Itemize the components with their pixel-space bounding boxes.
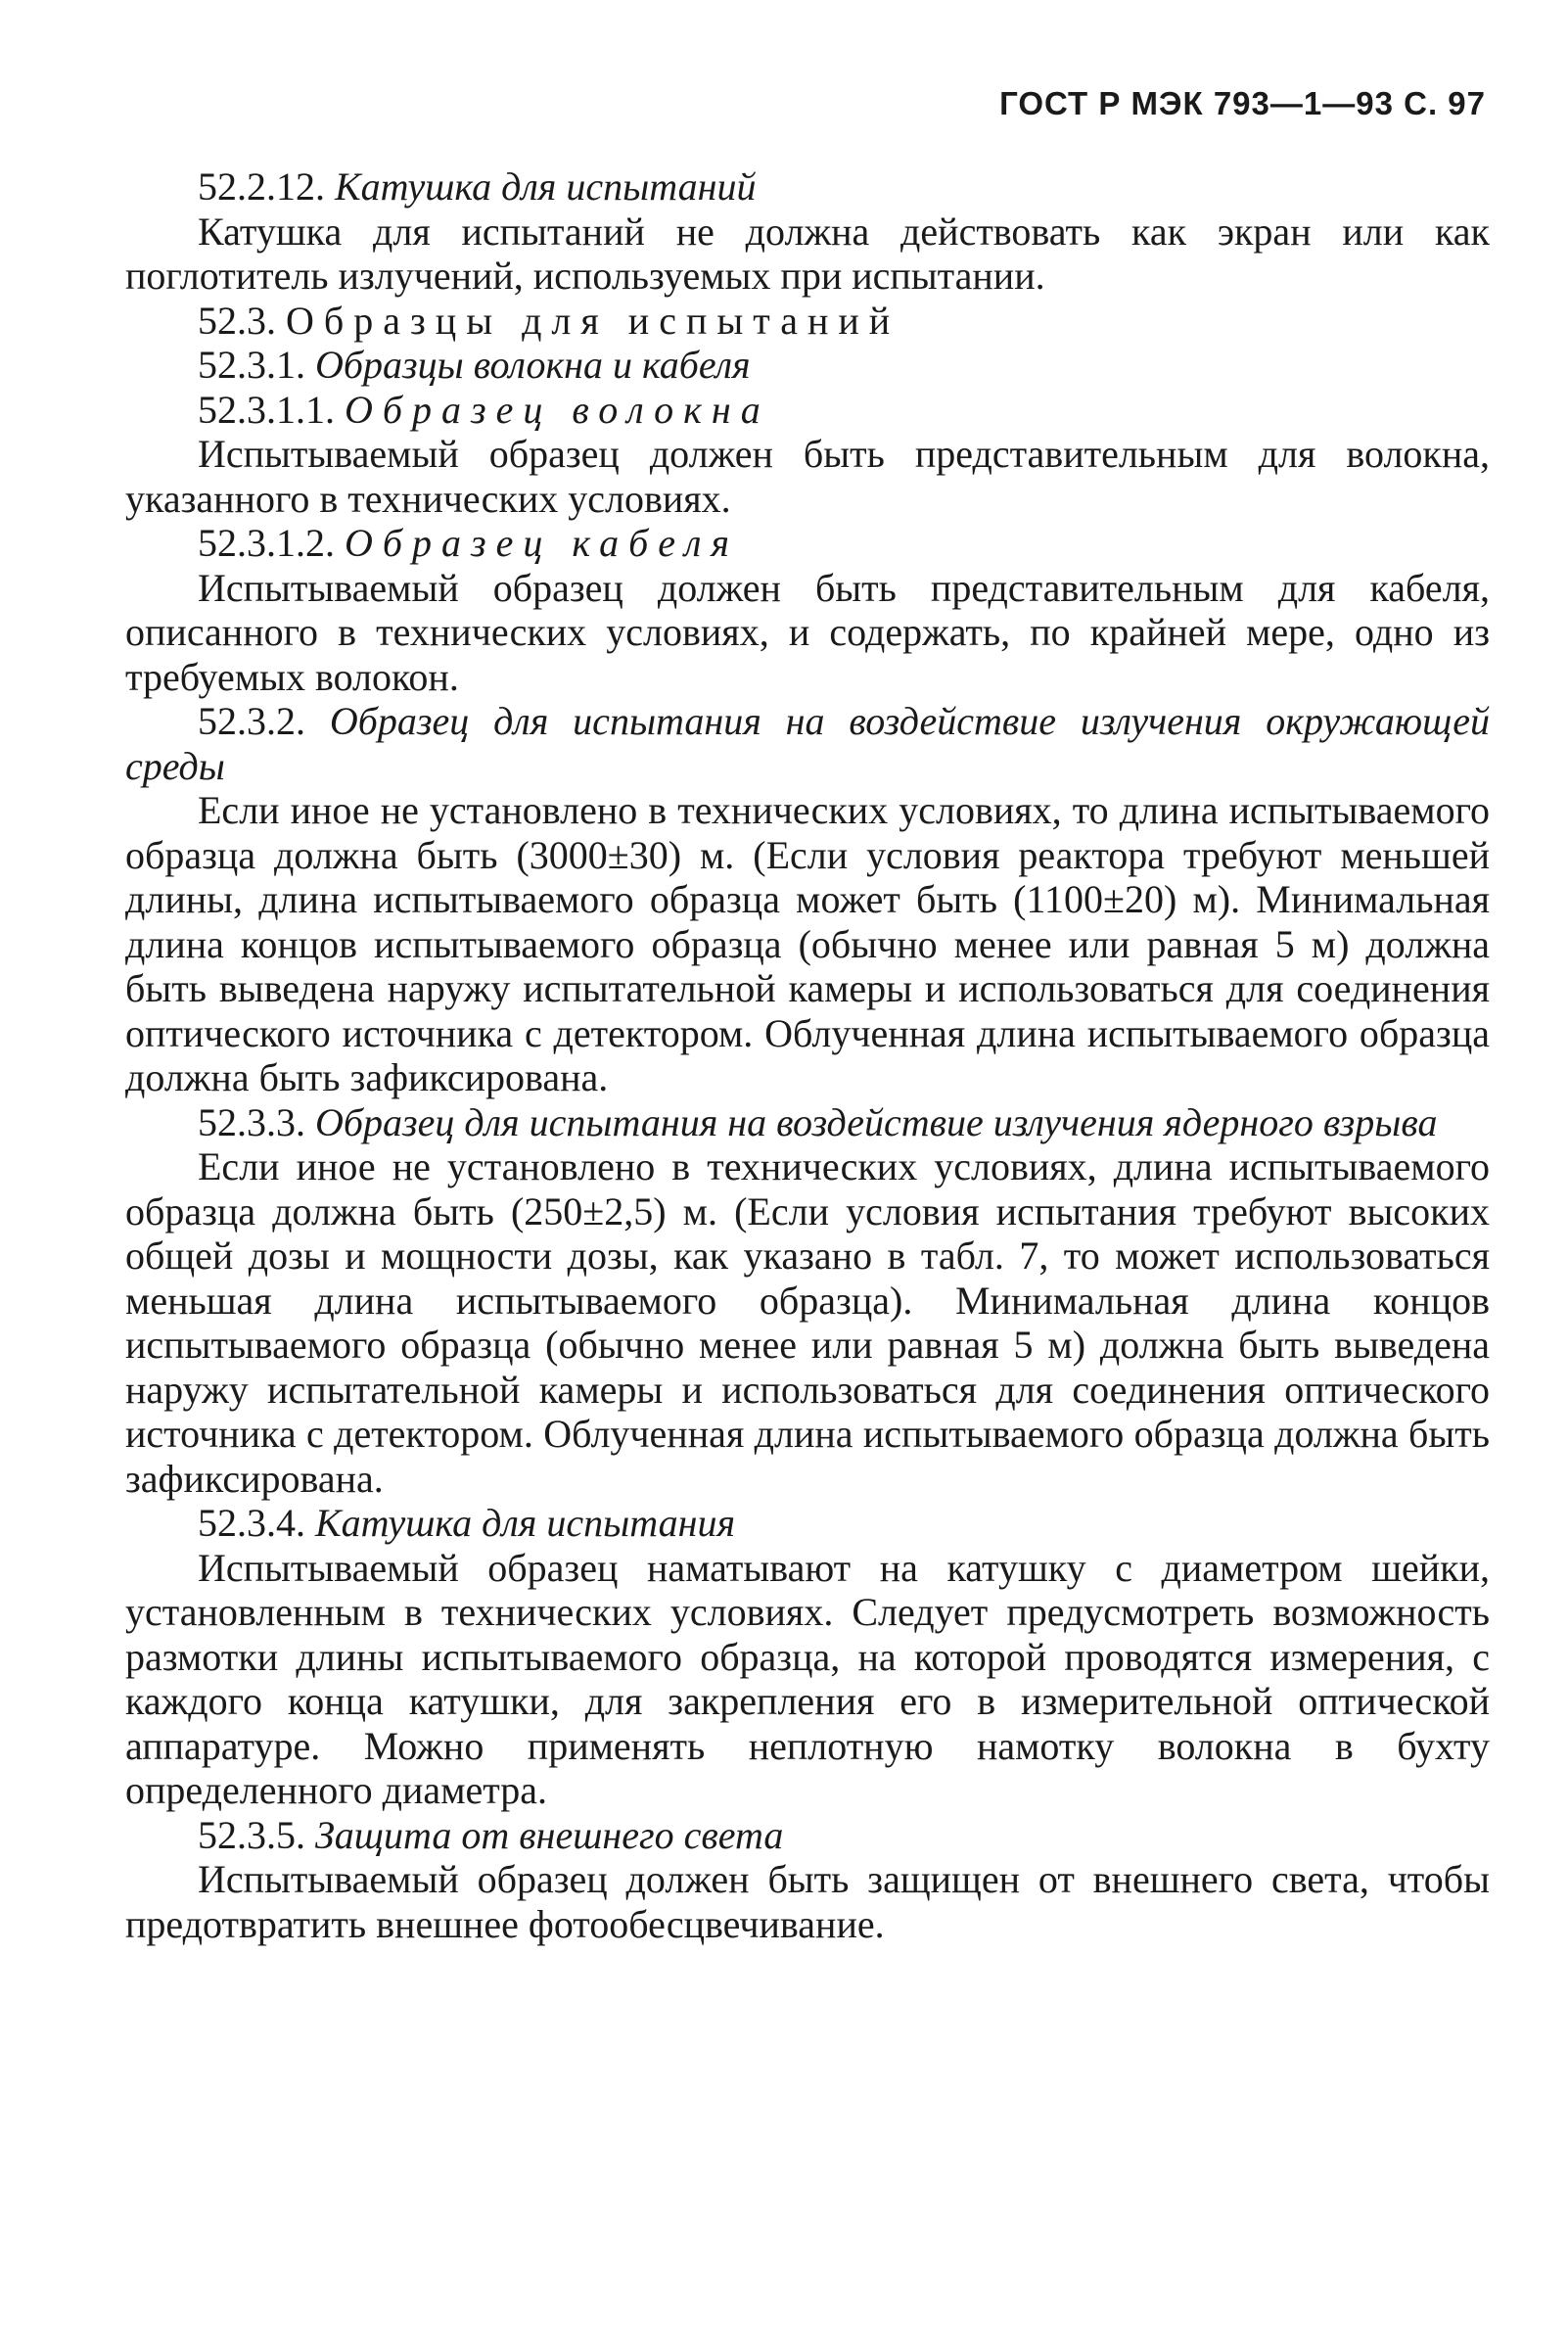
section-heading-52-3-1 [125, 343, 1490, 388]
section-body-52-3-3: Если иное не установлено в технических условиях, длина испытываемого образца должна быть (250±2,5) м. (Если условия испытания требуют высоких общей дозы и мощности дозы, как указано в табл. 7, то может использоваться меньшая длина испытываемого образца). Минимальная длина концов испытываемого образца (обычно менее или равная 5 м) должна быть выведена наружу испытательной камеры и использоваться для соединения оптического источника с детектором. Облученная длина испытываемого образца должна быть зафиксирована. [125, 1144, 1490, 1501]
section-number: 52.3.1.2. [198, 521, 335, 565]
section-title: Образец для испытания на воздействие излучения ядерного взрыва [315, 1099, 1438, 1144]
section-title: Образцы для испытаний [286, 298, 900, 343]
section-title: Катушка для испытаний [335, 164, 757, 209]
section-heading-52-2-12 [125, 164, 1490, 209]
section-heading-52-3-5 [125, 1813, 1490, 1858]
section-body-52-3-4: Испытываемый образец наматывают на катушку с диаметром шейки, установленным в технических условиях. Следует предусмотреть возможность размотки длины испытываемого образца, на которой проводятся измерения, с каждого конца катушки, для закрепления его в измерительной оптической аппаратуре. Можно применять неплотную намотку волокна в бухту определенного диаметра. [125, 1545, 1490, 1812]
section-body-52-2-12: Катушка для испытаний не должна действовать как экран или как поглотитель излучений, используемых при испытании. [125, 209, 1490, 298]
section-body-52-3-1-2: Испытываемый образец должен быть представительным для кабеля, описанного в технических условиях, и содержать, по крайней мере, одно из требуемых волокон. [125, 565, 1490, 699]
running-head: ГОСТ Р МЭК 793—1—93 С. 97 [999, 85, 1486, 121]
section-number: 52.3.5. [198, 1812, 305, 1857]
section-title: Образец волокна [345, 387, 770, 432]
section-title: Образец кабеля [345, 521, 739, 565]
section-body-52-3-5: Испытываемый образец должен быть защищен от внешнего света, чтобы предотвратить внешнее фотообесцвечивание. [125, 1857, 1490, 1946]
section-title: Катушка для испытания [315, 1501, 736, 1545]
section-number: 52.3. [198, 298, 276, 343]
section-body-52-3-1-1: Испытываемый образец должен быть представительным для волокна, указанного в технических условиях. [125, 432, 1490, 521]
section-number: 52.3.4. [198, 1501, 305, 1545]
section-title: Образец для испытания на воздействие излучения окружающей среды [125, 699, 1491, 788]
section-heading-52-3-3 [125, 1100, 1490, 1145]
section-title: Защита от внешнего света [315, 1812, 784, 1857]
section-heading-52-3-1-1 [125, 388, 1490, 433]
section-number: 52.3.2. [198, 699, 305, 743]
section-heading-52-3 [125, 299, 1490, 344]
section-number: 52.3.1.1. [198, 387, 335, 432]
section-body-52-3-2: Если иное не установлено в технических условиях, то длина испытываемого образца должна быть (3000±30) м. (Если условия реактора требуют меньшей длины, длина испытываемого образца может быть (1100±20) м). Минимальная длина концов испытываемого образца (обычно менее или равная 5 м) должна быть выведена наружу испытательной камеры и использоваться для соединения оптического источника с детектором. Облученная длина испытываемого образца должна быть зафиксирована. [125, 788, 1490, 1099]
section-number: 52.3.1. [198, 343, 305, 387]
section-heading-52-3-4 [125, 1501, 1490, 1546]
section-number: 52.2.12. [198, 164, 325, 209]
section-heading-52-3-1-2 [125, 521, 1490, 566]
section-number: 52.3.3. [198, 1099, 305, 1144]
section-heading-52-3-2 [125, 699, 1490, 788]
section-title: Образцы волокна и кабеля [315, 343, 751, 387]
